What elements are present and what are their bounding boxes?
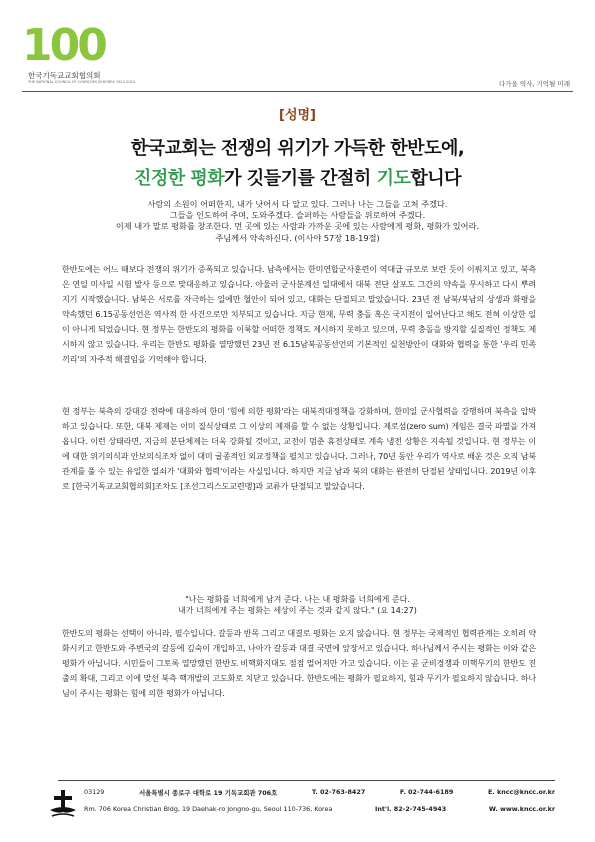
- scripture-quote-isaiah: [50, 199, 545, 244]
- header-divider: [22, 91, 573, 92]
- footer-divider: [58, 780, 555, 781]
- kncc-100-logo: [22, 22, 182, 88]
- footer-intl-tel: Int'l. 82-2-745-4943: [375, 805, 447, 813]
- title-line-1: 한국교회는 전쟁의 위기가 가득한 한반도에,: [130, 138, 465, 159]
- footer-website[interactable]: W. www.kncc.or.kr: [488, 805, 555, 813]
- scripture-line: 이제 내가 말로 평화를 창조한다. 먼 곳에 있는 사람과 가까운 곳에 있는 사람에게 평화, 평화가 있어라.: [115, 221, 480, 232]
- footer-fax: F. 02-744-6189: [399, 788, 454, 796]
- scripture-line: 주님께서 약속하신다. (이사야 57장 18-19절): [215, 232, 380, 243]
- paragraph-2: 현 정부는 북측의 강대강 전략에 대응하여 한미 '힘에 의한 평화'라는 대북적대정책을 강화하며, 한미일 군사협력을 강행하며 북측을 압박하고 있습니다. 또한, 대북 제재는 이미 질식상태로 그 이상의 제재를 할 수 없는 상황입니다. 제로섬(zero sum) 게임은 결국 파멸을 가져옵니다. 이런 상태라면, 지금의 분단체제는 더욱 강화될 것이고, 교전이 멈춘 휴전상태로 계속 냉전 상황은 지속될 것입니다. 현 정부는 이에 대한 위기의식과 안보의식조차 없이 대미 굴종적인 외교정책을 펼치고 있습니다. 그러나, 70년 동안 우리가 역사로 배운 것은 오직 남북관계를 풀 수 있는 유일한 열쇠가 '대화와 협력'이라는 사실입니다. 하지만 지금 남과 북의 대화는 완전히 단절된 상태입니다. 2019년 이후로 [한국기독교교회협의회]조차도 [조선그리스도교련맹]과 교류가 단절되고 말았습니다.: [62, 406, 536, 491]
- scripture-line: 그들을 인도하여 주며, 도와주겠다. 슬퍼하는 사람들을 위로하여 주겠다.: [169, 210, 426, 221]
- scripture-quote-john: [0, 594, 595, 616]
- footer-address-ko: 서울특별시 종로구 대학로 19 기독교회관 706호: [138, 789, 278, 797]
- title-highlight-prayer: 기도: [376, 168, 411, 189]
- footer-line-en: [84, 805, 555, 813]
- footer-email[interactable]: E. kncc@kncc.or.kr: [487, 788, 555, 796]
- title-part-d: 합니다: [410, 168, 462, 189]
- footer-postcode: 03129: [84, 788, 105, 796]
- scripture-line: 내가 너희에게 주는 평화는 세상이 주는 것과 같지 않다." (요 14:27): [178, 606, 417, 615]
- kncc-cross-icon: [48, 788, 78, 824]
- footer-line-ko: [84, 788, 555, 797]
- logo-number: 100: [22, 20, 105, 71]
- org-name-en: THE NATIONAL COUNCIL OF CHURCHES IN KOREA 1924-2024: [28, 80, 135, 84]
- title-line-2: [0, 164, 595, 190]
- title-highlight-peace: 진정한 평화: [133, 168, 225, 189]
- scripture-line: "나는 평화를 너희에게 남겨 준다. 나는 내 평화를 너희에게 준다.: [185, 595, 410, 604]
- org-name: 한국기독교교회협의회: [28, 71, 101, 80]
- slogan: 다가올 역사, 기억될 미래: [498, 80, 570, 88]
- statement-tag: [성명]: [279, 108, 316, 123]
- title-part-b: 가 깃들기를 간절히: [224, 168, 377, 189]
- paragraph-3: 한반도의 평화는 선택이 아니라, 필수입니다. 갈등과 반목 그리고 대결로 평화는 오지 않습니다. 현 정부는 국제적인 협력관계는 오히려 약화시키고 한반도와 주변국의 갈등에 깊숙이 개입하고, 나아가 갈등과 대결 국면에 앞장서고 있습니다. 하나님께서 주시는 평화는 이와 같은 평화가 아닙니다. 시민들이 그토록 열망했던 한반도 비핵화지대도 점점 멀어져만 가고 있습니다. 이는 곧 군비경쟁과 미핵무기의 한반도 진출의 확대, 그리고 이에 맞선 북측 핵개발의 고도화로 치닫고 있습니다. 한반도에는 평화가 필요하지, 힘과 무기가 필요하지 않습니다. 하나님이 주시는 평화는 힘에 의한 평화가 아닙니다.: [62, 628, 536, 698]
- paragraph-1: 한반도에는 어느 때보다 전쟁의 위기가 증폭되고 있습니다. 남측에서는 한미연합군사훈련이 역대급 규모로 보란 듯이 이뤄지고 있고, 북측은 연일 미사일 시험 발사 등으로 맞대응하고 있습니다. 아울러 군사분계선 일대에서 대북 전단 살포도 그간의 약속을 무시하고 다시 뿌려지기 시작했습니다. 남북은 서로를 자극하는 일에만 혈안이 되어 있고, 대화는 단절되고 말았습니다. 23년 전 남북/북남의 상생과 화평을 약속했던 6.15공동선언은 역사적 한 사건으로만 치부되고 있습니다. 지금 현재, 무력 충돌 혹은 국지전이 일어난다고 해도 전혀 이상한 일이 아니게 되었습니다. 현 정부는 한반도의 평화를 이룩할 어떠한 정책도 제시하지 못하고 있으며, 무력 충돌을 방지할 실질적인 정책도 제시하지 않고 있습니다. 우리는 한반도 평화를 열망했던 23년 전 6.15남북공동선언의 기본적인 실천방안이 대화와 협력을 통한 '우리 민족끼리'의 자주적 해결임을 기억해야 합니다.: [62, 264, 536, 364]
- footer-address-en: Rm. 706 Korea Christian Bldg, 19 Daehak-ro Jongno-gu, Seoul 110-736, Korea: [84, 805, 333, 813]
- scripture-line: 사람의 소원이 어떠한지, 내가 낫어서 다 알고 있다. 그러나 나는 그들을 고쳐 주겠다.: [147, 199, 448, 209]
- footer-tel: T. 02-763-8427: [311, 788, 366, 796]
